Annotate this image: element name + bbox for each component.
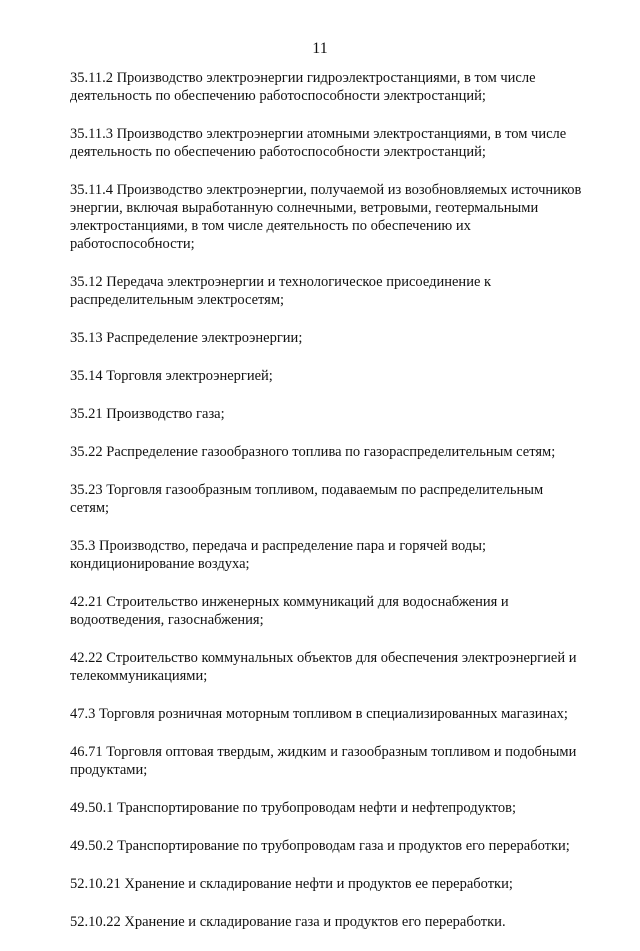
activity-code-item-line: 35.21 Производство газа;	[70, 406, 225, 422]
activity-code-item	[70, 743, 610, 779]
activity-code-item-line: 49.50.1 Транспортирование по трубопроводам нефти и нефтепродуктов;	[70, 800, 517, 816]
page-number: 11	[312, 40, 328, 57]
activity-code-item	[70, 593, 610, 629]
activity-code-item-line: 35.14 Торговля электроэнергией;	[70, 368, 273, 384]
activity-code-item	[70, 125, 610, 161]
activity-code-item-line: энергии, включая выработанную солнечными, ветровыми, геотермальными	[70, 200, 539, 216]
activity-code-item	[70, 705, 610, 723]
activity-code-item-line: продуктами;	[70, 762, 148, 778]
activity-code-item-line: сетям;	[70, 500, 110, 516]
activity-code-item-line: 49.50.2 Транспортирование по трубопроводам газа и продуктов его переработки;	[70, 838, 570, 854]
activity-code-item-line: 47.3 Торговля розничная моторным топливом в специализированных магазинах;	[70, 706, 568, 722]
activity-code-item	[70, 649, 610, 685]
activity-code-item-line: деятельность по обеспечению работоспособности электростанций;	[70, 88, 486, 104]
activity-code-item-line: 46.71 Торговля оптовая твердым, жидким и газообразным топливом и подобными	[70, 744, 577, 760]
activity-code-item	[70, 273, 610, 309]
activity-code-item	[70, 443, 610, 461]
activity-code-item	[70, 69, 610, 105]
activity-code-item	[70, 329, 610, 347]
activity-code-item-line: водоотведения, газоснабжения;	[70, 612, 264, 628]
activity-code-item-line: 42.22 Строительство коммунальных объектов для обеспечения электроэнергией и	[70, 650, 577, 666]
activity-code-item	[70, 875, 610, 893]
activity-code-item	[70, 181, 610, 253]
activity-code-item-line: 52.10.22 Хранение и складирование газа и продуктов его переработки.	[70, 914, 506, 930]
activity-code-item	[70, 799, 610, 817]
activity-code-item-line: работоспособности;	[70, 236, 195, 252]
activity-code-item	[70, 837, 610, 855]
activity-code-item-line: телекоммуникациями;	[70, 668, 208, 684]
activity-code-item-line: 35.13 Распределение электроэнергии;	[70, 330, 303, 346]
activity-code-item-line: 42.21 Строительство инженерных коммуникаций для водоснабжения и	[70, 594, 509, 610]
activity-code-item-line: кондиционирование воздуха;	[70, 556, 250, 572]
activity-code-item-line: деятельность по обеспечению работоспособности электростанций;	[70, 144, 486, 160]
activity-code-item-line: электростанциями, в том числе деятельность по обеспечению их	[70, 218, 471, 234]
activity-code-item	[70, 481, 610, 517]
activity-code-item-line: распределительным электросетям;	[70, 292, 285, 308]
activity-code-item-line: 35.11.2 Производство электроэнергии гидроэлектростанциями, в том числе	[70, 70, 536, 86]
activity-code-item-line: 35.23 Торговля газообразным топливом, подаваемым по распределительным	[70, 482, 544, 498]
activity-code-item-line: 52.10.21 Хранение и складирование нефти и продуктов ее переработки;	[70, 876, 513, 892]
activity-code-item	[70, 913, 610, 931]
activity-code-item-line: 35.22 Распределение газообразного топлива по газораспределительным сетям;	[70, 444, 556, 460]
activity-code-item-line: 35.11.4 Производство электроэнергии, получаемой из возобновляемых источников	[70, 182, 582, 198]
activity-code-item	[70, 367, 610, 385]
activity-code-list	[70, 69, 610, 951]
activity-code-item	[70, 405, 610, 423]
activity-code-item-line: 35.3 Производство, передача и распределение пара и горячей воды;	[70, 538, 487, 554]
activity-code-item-line: 35.12 Передача электроэнергии и технологическое присоединение к	[70, 274, 492, 290]
activity-code-item-line: 35.11.3 Производство электроэнергии атомными электростанциями, в том числе	[70, 126, 567, 142]
activity-code-item	[70, 537, 610, 573]
